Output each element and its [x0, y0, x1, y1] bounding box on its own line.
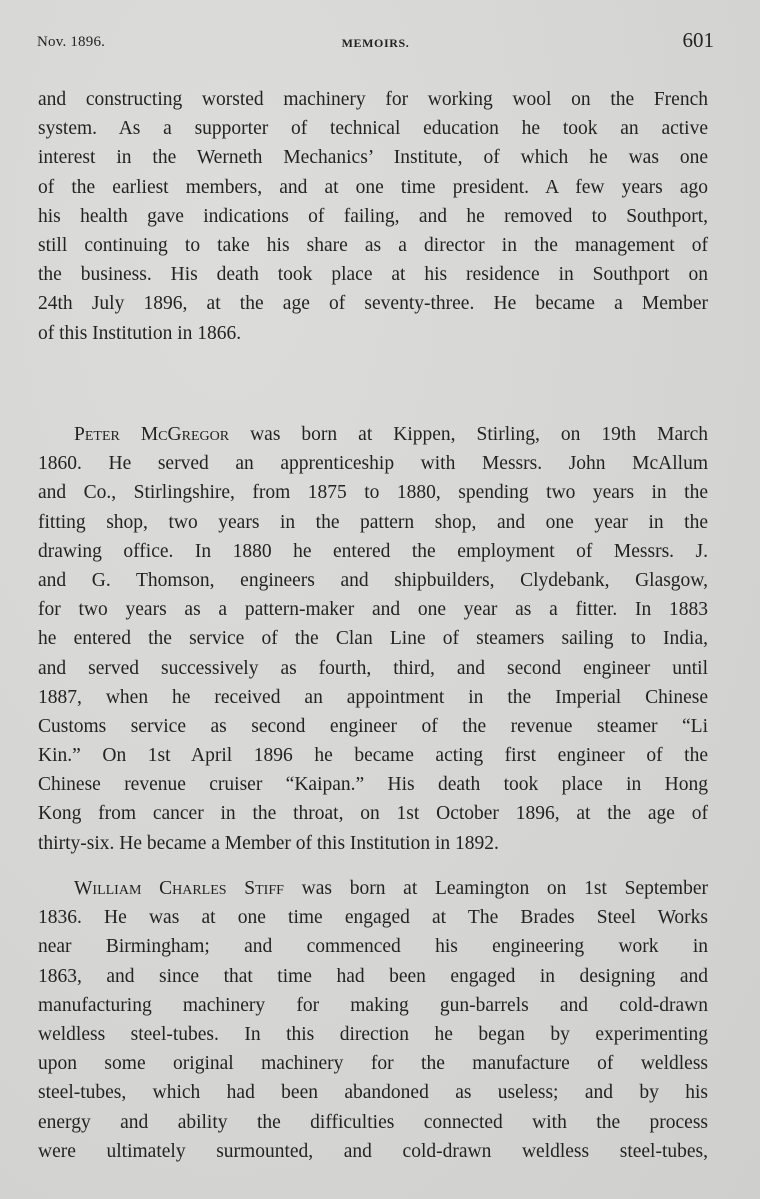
text-line: Kin.” On 1st April 1896 he became acting first engineer of the — [38, 745, 708, 767]
text-line: Kong from cancer in the throat, on 1st October 1896, at the age of — [38, 803, 708, 825]
memoir-subject-name: Peter McGregor — [74, 424, 230, 445]
memoir-continuation-paragraph — [38, 85, 708, 348]
text-line: steel-tubes, which had been abandoned as useless; and by his — [38, 1082, 708, 1104]
text-line: Customs service as second engineer of the revenue steamer “Li — [38, 715, 708, 737]
text-line: were ultimately surmounted, and cold-drawn weldless steel-tubes, — [38, 1140, 708, 1162]
text-line: 1863, and since that time had been engaged in designing and — [38, 965, 708, 987]
text-line: of the earliest members, and at one time president. A few years ago — [38, 176, 708, 198]
memoir-subject-name: William Charles Stiff — [74, 878, 284, 899]
memoir-first-line — [38, 420, 708, 449]
text-line: still continuing to take his share as a director in the management of — [38, 234, 708, 256]
text-line: thirty-six. He became a Member of this Institution in 1892. — [38, 832, 499, 854]
running-head — [37, 28, 714, 54]
text-line: of this Institution in 1866. — [38, 322, 242, 344]
text-line: and Co., Stirlingshire, from 1875 to 1880, spending two years in the — [38, 482, 708, 504]
text-line: drawing office. In 1880 he entered the employment of Messrs. J. — [38, 540, 708, 562]
text-line: system. As a supporter of technical education he took an active — [38, 118, 708, 140]
text-line: near Birmingham; and commenced his engineering work in — [38, 936, 708, 958]
text-line: weldless steel-tubes. In this direction he began by experimenting — [38, 1023, 708, 1045]
text-line: his health gave indications of failing, and he removed to Southport, — [38, 205, 708, 227]
text-line: interest in the Werneth Mechanics’ Institute, of which he was one — [38, 147, 708, 169]
text-fragment: was born at Leamington on 1st September — [301, 878, 709, 899]
memoir-peter-mcgregor — [38, 420, 708, 858]
memoir-first-line — [38, 874, 708, 903]
text-line: 1836. He was at one time engaged at The Brades Steel Works — [38, 907, 708, 929]
text-line: the business. His death took place at his residence in Southport on — [38, 264, 708, 286]
text-line: for two years as a pattern-maker and one year as a fitter. In 1883 — [38, 599, 708, 621]
text-line: and G. Thomson, engineers and shipbuilders, Clydebank, Glasgow, — [38, 569, 708, 591]
text-line: fitting shop, two years in the pattern shop, and one year in the — [38, 511, 708, 533]
text-line: and constructing worsted machinery for working wool on the French — [38, 89, 708, 110]
text-line: 1887, when he received an appointment in the Imperial Chinese — [38, 686, 708, 708]
text-line: 1860. He served an apprenticeship with Messrs. John McAllum — [38, 453, 708, 475]
memoir-william-charles-stiff — [38, 874, 708, 1166]
issue-date: Nov. 1896. — [37, 34, 106, 50]
page-number: 601 — [682, 28, 714, 52]
section-title: MEMOIRS. — [341, 36, 410, 50]
text-line: energy and ability the difficulties connected with the process — [38, 1111, 708, 1133]
text-line: upon some original machinery for the manufacture of weldless — [38, 1053, 708, 1075]
text-fragment: was born at Kippen, Stirling, on 19th March — [250, 424, 709, 445]
text-line: Chinese revenue cruiser “Kaipan.” His death took place in Hong — [38, 774, 708, 796]
text-line: he entered the service of the Clan Line of steamers sailing to India, — [38, 628, 708, 650]
text-line: 24th July 1896, at the age of seventy-three. He became a Member — [38, 293, 708, 315]
text-line: manufacturing machinery for making gun-barrels and cold-drawn — [38, 994, 708, 1016]
text-line: and served successively as fourth, third, and second engineer until — [38, 657, 708, 679]
